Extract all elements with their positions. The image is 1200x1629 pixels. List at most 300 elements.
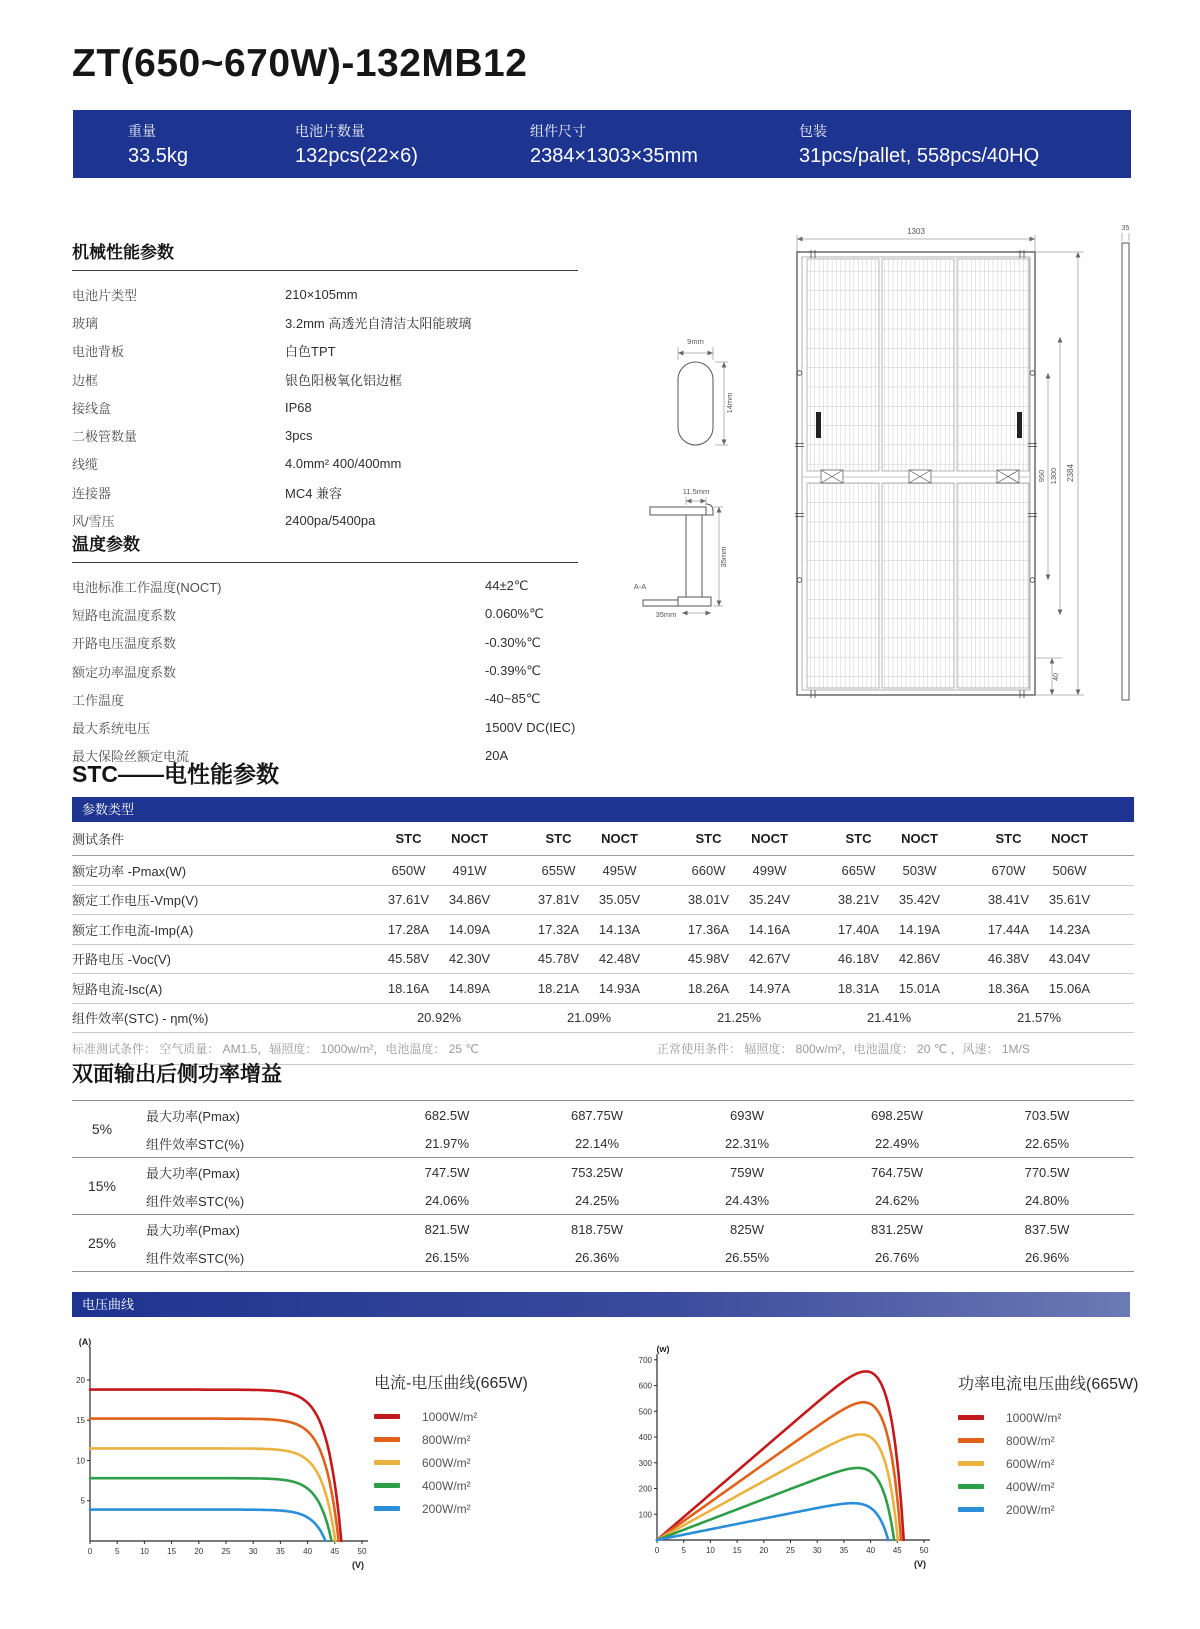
iv-xtick-label: 40 — [303, 1547, 313, 1556]
side-profile — [1122, 243, 1129, 700]
stc-value-group — [372, 1010, 522, 1025]
iv-xtick-label: 5 — [114, 1547, 120, 1556]
pv-ytick-label: 600 — [638, 1381, 652, 1391]
stc-footnote-right: 正常使用条件： 辐照度： 800w/m²，电池温度： 20 ℃ ，风速： 1M/S — [657, 1042, 1030, 1056]
stc-value: 14.16A — [748, 921, 791, 937]
mechanical-section-title: 机械性能参数 — [72, 238, 578, 271]
bifacial-eff-value: 24.80% — [1024, 1192, 1070, 1208]
dim-height-label: 2384 — [1066, 464, 1075, 482]
spec-value: 1500V DC(IEC) — [485, 720, 576, 736]
spec-row — [72, 450, 578, 478]
stc-col-header: STC — [695, 831, 722, 846]
bifacial-pmax-value: 821.5W — [424, 1221, 470, 1237]
pv-ytick-label: 500 — [638, 1407, 652, 1417]
bifacial-pmax-value: 682.5W — [424, 1107, 470, 1123]
legend-label: 1000W/m² — [1006, 1410, 1062, 1425]
legend-swatch — [374, 1483, 400, 1488]
spec-label: 短路电流温度系数 — [72, 607, 177, 623]
stc-col-header: NOCT — [451, 831, 488, 846]
dim-corner-label: 40 — [1053, 673, 1060, 681]
stc-value: 17.40A — [837, 921, 880, 937]
stc-value-group — [822, 922, 972, 937]
spec-value: 4.0mm² 400/400mm — [285, 456, 402, 472]
stc-efficiency-value: 21.57% — [1016, 1010, 1062, 1026]
iv-series-200W/m² — [90, 1510, 326, 1541]
spec-row — [72, 365, 578, 393]
stc-value: 34.86V — [448, 892, 491, 908]
info-item-label: 电池片数量 — [295, 122, 365, 139]
spec-value: 3pcs — [285, 428, 313, 444]
spec-label: 线缆 — [72, 457, 99, 473]
stc-value: 37.61V — [387, 892, 430, 908]
bifacial-eff-value: 21.97% — [424, 1135, 470, 1151]
temperature-rows — [72, 572, 578, 770]
pv-ytick-label: 200 — [638, 1484, 652, 1494]
stc-value: 42.86V — [898, 951, 941, 967]
pv-ylabel: (w) — [656, 1344, 670, 1354]
info-bar — [73, 110, 1131, 178]
pv-curve-chart — [618, 1333, 958, 1578]
legend-item — [374, 1474, 528, 1497]
stc-value-group — [372, 863, 522, 878]
spec-value: 3.2mm 高透光自清洁太阳能玻璃 — [285, 315, 472, 331]
clamp-mark — [816, 412, 821, 438]
technical-drawing — [610, 213, 1170, 713]
stc-data-row — [72, 856, 1134, 886]
spec-row — [72, 572, 578, 600]
bifacial-table — [72, 1100, 1134, 1272]
stc-value: 45.78V — [537, 951, 580, 967]
bifacial-pmax-value: 818.75W — [570, 1221, 624, 1237]
stc-row-label: 额定工作电流-Imp(A) — [72, 922, 194, 938]
stc-row-label: 额定功率 -Pmax(W) — [72, 863, 187, 879]
hole-width-label: 9mm — [687, 337, 704, 346]
spec-row — [72, 657, 578, 685]
bifacial-eff-value: 22.65% — [1024, 1135, 1070, 1151]
stc-col-header: STC — [545, 831, 572, 846]
pv-xtick-label: 30 — [812, 1546, 822, 1555]
stc-row-label: 开路电压 -Voc(V) — [72, 952, 171, 968]
legend-item — [374, 1497, 528, 1520]
dim-thickness-label: 35 — [1121, 225, 1130, 232]
legend-label: 200W/m² — [1006, 1502, 1055, 1517]
temperature-section — [72, 530, 578, 770]
spec-label: 边框 — [72, 372, 99, 388]
stc-data-row — [72, 915, 1134, 945]
dim-inner-long-label: 1300 — [1049, 467, 1058, 485]
pv-xtick-label: 45 — [892, 1546, 902, 1555]
bifacial-eff-label: 组件效率STC(%) — [146, 1136, 245, 1152]
spec-label: 连接器 — [72, 485, 112, 501]
info-item-value: 2384×1303×35mm — [530, 144, 698, 167]
bifacial-pmax-value: 693W — [730, 1107, 764, 1123]
stc-value-group — [522, 951, 672, 966]
stc-test-condition-label: 测试条件 — [72, 832, 125, 847]
stc-value-group — [822, 863, 972, 878]
stc-value: 15.06A — [1048, 980, 1091, 996]
stc-value-group — [672, 922, 822, 937]
legend-item — [958, 1475, 1138, 1498]
bifacial-section — [72, 1058, 1134, 1272]
stc-section-title: STC——电性能参数 — [72, 761, 279, 787]
info-item-value: 33.5kg — [128, 144, 189, 167]
stc-value-group — [822, 981, 972, 996]
voltage-curve-bar: 电压曲线 — [72, 1292, 1130, 1317]
bifacial-pmax-value: 831.25W — [870, 1221, 924, 1237]
bifacial-pmax-label: 最大功率(Pmax) — [146, 1108, 240, 1124]
stc-value-group — [972, 951, 1122, 966]
stc-value: 18.36A — [987, 980, 1030, 996]
stc-value: 46.38V — [987, 951, 1030, 967]
spec-row — [72, 629, 578, 657]
legend-item — [374, 1428, 528, 1451]
frame-cross-section — [643, 504, 713, 606]
stc-efficiency-value: 21.25% — [716, 1010, 762, 1026]
spec-value: 2400pa/5400pa — [285, 513, 376, 529]
legend-label: 600W/m² — [422, 1455, 471, 1470]
iv-curve-legend — [374, 1370, 528, 1520]
stc-value: 650W — [391, 862, 426, 878]
stc-value: 17.36A — [687, 921, 730, 937]
bifacial-group — [72, 1157, 1134, 1214]
stc-value: 14.13A — [598, 921, 641, 937]
legend-swatch — [958, 1438, 984, 1443]
stc-value-group — [972, 892, 1122, 907]
spec-label: 电池标准工作温度(NOCT) — [72, 579, 222, 595]
legend-swatch — [374, 1460, 400, 1465]
stc-value: 45.58V — [387, 951, 430, 967]
stc-header-group — [372, 831, 522, 846]
pv-xtick-label: 15 — [732, 1546, 742, 1555]
bifacial-eff-value: 22.49% — [874, 1135, 920, 1151]
stc-value: 491W — [452, 862, 487, 878]
stc-value: 14.19A — [898, 921, 941, 937]
spec-row — [72, 713, 578, 741]
legend-item — [374, 1405, 528, 1428]
bifacial-eff-value: 26.15% — [424, 1249, 470, 1265]
stc-value-group — [522, 981, 672, 996]
stc-value-group — [522, 922, 672, 937]
stc-value: 35.24V — [748, 892, 791, 908]
bifacial-pmax-value: 764.75W — [870, 1164, 924, 1180]
stc-header-group — [522, 831, 672, 846]
iv-xtick-label: 10 — [139, 1547, 149, 1556]
bifacial-section-title: 双面输出后侧功率增益 — [72, 1063, 282, 1086]
stc-value: 17.32A — [537, 921, 580, 937]
spec-label: 二极管数量 — [72, 429, 138, 445]
bifacial-eff-value: 24.43% — [724, 1192, 770, 1208]
legend-label: 800W/m² — [422, 1432, 471, 1447]
legend-item — [958, 1429, 1138, 1452]
stc-efficiency-row — [72, 1004, 1134, 1034]
stc-value: 17.28A — [387, 921, 430, 937]
info-item-label: 包装 — [799, 122, 827, 139]
stc-value: 42.67V — [748, 951, 791, 967]
stc-value-group — [972, 1010, 1122, 1025]
stc-value: 35.05V — [598, 892, 641, 908]
pv-xtick-label: 10 — [705, 1546, 715, 1555]
stc-value-group — [972, 922, 1122, 937]
spec-label: 接线盒 — [72, 400, 112, 416]
bifacial-pmax-label: 最大功率(Pmax) — [146, 1222, 240, 1238]
stc-header-group — [672, 831, 822, 846]
bifacial-eff-value: 26.36% — [574, 1249, 620, 1265]
stc-value: 495W — [602, 862, 637, 878]
mounting-hole-detail — [678, 362, 713, 445]
stc-value: 14.23A — [1048, 921, 1091, 937]
stc-value-group — [522, 892, 672, 907]
stc-value: 18.16A — [387, 980, 430, 996]
stc-value-group — [822, 892, 972, 907]
stc-header-group — [822, 831, 972, 846]
info-item — [128, 121, 295, 168]
stc-col-header: NOCT — [601, 831, 638, 846]
stc-value-group — [522, 863, 672, 878]
legend-title: 功率电流电压曲线(665W) — [958, 1376, 1139, 1393]
stc-value: 38.41V — [987, 892, 1030, 908]
spec-label: 风/雪压 — [72, 514, 115, 530]
bifacial-gain-label: 15% — [87, 1178, 117, 1194]
spec-value: -0.30%℃ — [485, 634, 541, 650]
info-item — [530, 121, 799, 168]
bifacial-pmax-value: 687.75W — [570, 1107, 624, 1123]
pv-xtick-label: 50 — [919, 1546, 929, 1555]
spec-value: MC4 兼容 — [285, 485, 343, 501]
spec-value: 20A — [485, 748, 509, 764]
stc-col-header: NOCT — [751, 831, 788, 846]
iv-xtick-label: 30 — [248, 1547, 258, 1556]
iv-xtick-label: 20 — [194, 1547, 204, 1556]
stc-value-group — [522, 1010, 672, 1025]
stc-value: 46.18V — [837, 951, 880, 967]
spec-value: IP68 — [285, 399, 312, 415]
iv-xtick-label: 0 — [87, 1547, 93, 1556]
param-type-bar: 参数类型 — [72, 797, 1134, 822]
spec-value: 44±2℃ — [485, 578, 529, 594]
legend-label: 800W/m² — [1006, 1433, 1055, 1448]
iv-xtick-label: 15 — [167, 1547, 177, 1556]
stc-section — [72, 756, 1134, 1065]
legend-swatch — [958, 1415, 984, 1420]
technical-drawing-svg — [610, 213, 1170, 713]
spec-row — [72, 685, 578, 713]
section-label: A-A — [633, 582, 647, 591]
bifacial-pmax-value: 770.5W — [1024, 1164, 1070, 1180]
bifacial-eff-value: 26.76% — [874, 1249, 920, 1265]
spec-row — [72, 308, 578, 336]
spec-value: 白色TPT — [285, 344, 336, 360]
pv-ytick-label: 400 — [638, 1433, 652, 1443]
dim-inner-short-label: 950 — [1037, 469, 1046, 483]
info-item — [799, 121, 1039, 168]
legend-item — [958, 1452, 1138, 1475]
info-item-label: 组件尺寸 — [530, 122, 586, 139]
bifacial-gain-label: 25% — [87, 1235, 117, 1251]
iv-ytick-label: 10 — [76, 1456, 85, 1466]
info-item-value: 31pcs/pallet, 558pcs/40HQ — [799, 144, 1040, 167]
iv-ytick-label: 5 — [80, 1496, 85, 1506]
pv-ytick-label: 100 — [638, 1510, 652, 1520]
mechanical-rows — [72, 280, 578, 535]
iv-curve-chart — [55, 1333, 385, 1573]
bifacial-pmax-value: 703.5W — [1024, 1107, 1070, 1123]
stc-header-group — [972, 831, 1122, 846]
bifacial-group — [72, 1214, 1134, 1272]
stc-value: 655W — [541, 862, 576, 878]
spec-row — [72, 280, 578, 308]
stc-value: 43.04V — [1048, 951, 1091, 967]
frame-height-label: 35mm — [719, 546, 728, 568]
stc-value-group — [372, 922, 522, 937]
stc-value: 17.44A — [987, 921, 1030, 937]
stc-data-row — [72, 886, 1134, 916]
bifacial-pmax-label: 最大功率(Pmax) — [146, 1165, 240, 1181]
stc-value-group — [372, 892, 522, 907]
legend-label: 600W/m² — [1006, 1456, 1055, 1471]
spec-value: 210×105mm — [285, 286, 358, 302]
frame-base-label: 35mm — [655, 610, 677, 619]
spec-label: 额定功率温度系数 — [72, 664, 177, 680]
stc-value-group — [672, 951, 822, 966]
iv-xtick-label: 35 — [275, 1547, 285, 1556]
stc-col-header: NOCT — [1051, 831, 1088, 846]
bifacial-eff-value: 22.14% — [574, 1135, 620, 1151]
spec-row — [72, 393, 578, 421]
stc-value-group — [972, 863, 1122, 878]
stc-value: 18.31A — [837, 980, 880, 996]
pv-xtick-label: 35 — [839, 1546, 849, 1555]
stc-col-header: STC — [995, 831, 1022, 846]
pv-ytick-label: 300 — [638, 1458, 652, 1468]
legend-swatch — [374, 1414, 400, 1419]
bifacial-pmax-value: 747.5W — [424, 1164, 470, 1180]
bifacial-eff-value: 24.25% — [574, 1192, 620, 1208]
spec-label: 玻璃 — [72, 315, 99, 331]
pv-ytick-label: 700 — [638, 1355, 652, 1365]
spec-value: 0.060%℃ — [485, 606, 544, 622]
stc-value: 18.26A — [687, 980, 730, 996]
stc-value: 503W — [902, 862, 937, 878]
spec-row — [72, 337, 578, 365]
legend-item — [958, 1498, 1138, 1521]
stc-value: 45.98V — [687, 951, 730, 967]
stc-data-row — [72, 974, 1134, 1004]
stc-value: 35.61V — [1048, 892, 1091, 908]
bifacial-eff-value: 24.62% — [874, 1192, 920, 1208]
stc-col-header: STC — [845, 831, 872, 846]
bifacial-eff-label: 组件效率STC(%) — [146, 1250, 245, 1266]
bifacial-pmax-value: 825W — [730, 1221, 764, 1237]
stc-value-group — [822, 951, 972, 966]
pv-xtick-label: 40 — [866, 1546, 876, 1555]
spec-label: 开路电压温度系数 — [72, 636, 177, 652]
stc-col-header: STC — [395, 831, 422, 846]
stc-row-label: 组件效率(STC) - ηm(%) — [72, 1011, 209, 1027]
bifacial-pmax-value: 837.5W — [1024, 1221, 1070, 1237]
stc-footnote-left: 标准测试条件： 空气质量： AM1.5，辐照度： 1000w/m²，电池温度： 25 ℃ — [72, 1042, 479, 1056]
legend-swatch — [958, 1484, 984, 1489]
pv-xlabel: (V) — [914, 1559, 926, 1569]
legend-label: 400W/m² — [422, 1478, 471, 1493]
spec-label: 工作温度 — [72, 692, 125, 708]
stc-data-row — [72, 945, 1134, 975]
dim-width-label: 1303 — [907, 227, 925, 236]
spec-value: -0.39%℃ — [485, 663, 541, 679]
stc-header-row — [72, 822, 1134, 856]
iv-series-1000W/m² — [90, 1390, 341, 1541]
legend-label: 1000W/m² — [422, 1409, 478, 1424]
iv-xtick-label: 25 — [221, 1547, 231, 1556]
stc-value: 665W — [841, 862, 876, 878]
iv-ticks — [87, 1380, 362, 1544]
spec-value: -40~85℃ — [485, 691, 541, 707]
stc-value: 15.01A — [898, 980, 941, 996]
stc-efficiency-value: 21.09% — [566, 1010, 612, 1026]
stc-value: 499W — [752, 862, 787, 878]
spec-row — [72, 600, 578, 628]
stc-table — [72, 822, 1134, 1065]
spec-row — [72, 421, 578, 449]
legend-swatch — [958, 1507, 984, 1512]
pv-xtick-label: 25 — [786, 1546, 795, 1555]
bifacial-pmax-value: 753.25W — [570, 1164, 624, 1180]
stc-value-group — [672, 863, 822, 878]
hole-height-label: 14mm — [725, 392, 734, 414]
stc-value: 14.89A — [448, 980, 491, 996]
stc-value: 14.09A — [448, 921, 491, 937]
iv-xlabel: (V) — [352, 1560, 364, 1570]
spec-value: 银色阳极氧化铝边框 — [285, 372, 403, 388]
legend-swatch — [958, 1461, 984, 1466]
stc-value-group — [972, 981, 1122, 996]
stc-row-label: 短路电流-Isc(A) — [72, 981, 163, 997]
stc-value-group — [672, 981, 822, 996]
iv-series-800W/m² — [90, 1419, 339, 1541]
bifacial-eff-value: 26.55% — [724, 1249, 770, 1265]
legend-swatch — [374, 1437, 400, 1442]
pv-xtick-label: 20 — [759, 1546, 769, 1555]
spec-row — [72, 478, 578, 506]
iv-xtick-label: 45 — [330, 1547, 340, 1556]
stc-value-group — [672, 892, 822, 907]
clamp-mark — [1017, 412, 1022, 438]
stc-value: 660W — [691, 862, 726, 878]
spec-label: 最大系统电压 — [72, 721, 151, 737]
iv-series-600W/m² — [90, 1448, 335, 1541]
pv-curve-legend — [958, 1371, 1138, 1521]
iv-xtick-label: 50 — [357, 1547, 367, 1556]
bifacial-eff-value: 26.96% — [1024, 1249, 1070, 1265]
stc-value: 18.21A — [537, 980, 580, 996]
stc-efficiency-value: 21.41% — [866, 1010, 912, 1026]
spec-label: 电池背板 — [72, 344, 125, 360]
bifacial-gain-label: 5% — [91, 1121, 113, 1137]
bifacial-eff-label: 组件效率STC(%) — [146, 1193, 245, 1209]
stc-col-header: NOCT — [901, 831, 938, 846]
page-title: ZT(650~670W)-132MB12 — [72, 42, 528, 85]
spec-label: 最大保险丝额定电流 — [72, 749, 190, 765]
stc-row-label: 额定工作电压-Vmp(V) — [72, 893, 199, 909]
stc-value: 38.21V — [837, 892, 880, 908]
stc-value: 506W — [1052, 862, 1087, 878]
bifacial-group — [72, 1100, 1134, 1157]
pv-series-600W/m² — [657, 1435, 898, 1541]
stc-value: 35.42V — [898, 892, 941, 908]
stc-value: 42.48V — [598, 951, 641, 967]
pv-xtick-label: 5 — [681, 1546, 686, 1555]
stc-efficiency-value: 20.92% — [416, 1010, 462, 1026]
stc-value-group — [372, 981, 522, 996]
